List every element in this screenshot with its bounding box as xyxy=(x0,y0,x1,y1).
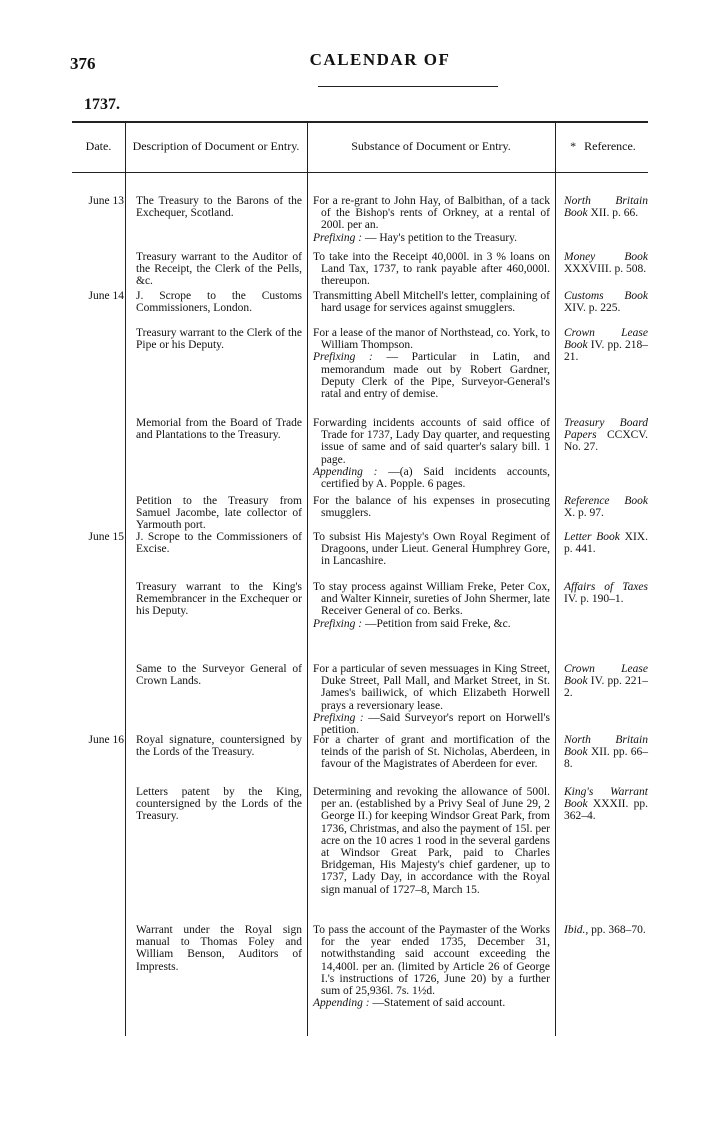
substance-text: For a particular of seven messuages in King Street, Duke Street, Pall Mall, and Market Street, in St. James's bailiwick, of which Elizabeth Horwell prays a reversionary lease. xyxy=(313,663,550,712)
reference-location: XXXII. pp. 362–4. xyxy=(564,798,648,823)
note-label: Prefixing : xyxy=(313,711,364,724)
entry-reference xyxy=(564,531,648,555)
entry-description: Same to the Surveyor General of Crown Lands. xyxy=(136,663,302,688)
entry-description: Letters patent by the King, countersigned by the Lords of the Treasury. xyxy=(136,786,302,823)
reference-book: Ibid., xyxy=(564,924,589,936)
substance-text: Determining and revoking the allowance of 500l. per an. (established by a Privy Seal of June 29, 2 George II.) for keeping Windsor Great Park, from 1736, Christmas, and also the payment of 15l. per acre on the 10 acres 1 rood in the several gardens at Windsor Great Park, paid to Charles Bridgeman, His Majesty's chief gardener, up to 1737, Lady Day, in accordance with the Royal sign manual of 1727–8, March 15. xyxy=(313,786,551,896)
entry-description: Treasury warrant to the Auditor of the Receipt, the Clerk of the Pells, &c. xyxy=(136,251,302,288)
reference-location: XIX. p. 441. xyxy=(564,531,648,556)
substance-text: For a charter of grant and mortification of the teinds of the parish of St. Nicholas, Aberdeen, in favour of the Magistrates of Aberdeen for ever. xyxy=(313,734,550,771)
reference-book: King's Warrant Book xyxy=(564,786,648,811)
note-label: Prefixing : xyxy=(313,231,363,244)
substance-text: Forwarding incidents accounts of said office of Trade for 1737, Lady Day quarter, and requesting issue of same and of said quarter's salary bill. 1 page. xyxy=(313,417,550,466)
column-divider xyxy=(555,121,556,1036)
entry-date: June 15 xyxy=(88,531,124,543)
substance-note xyxy=(313,997,550,1009)
substance-text: For a re-grant to John Hay, of Balbithan, of a tack of the Bishop's rents of Orkney, at a rental of 200l. per an. xyxy=(313,195,550,232)
entry-description: Royal signature, countersigned by the Lords of the Treasury. xyxy=(136,734,302,759)
reference-location: XII. pp. 66–8. xyxy=(564,746,648,771)
note-label: Prefixing : xyxy=(313,351,373,364)
reference-book: Affairs of Taxes xyxy=(564,581,648,593)
reference-book: Crown Lease Book xyxy=(564,327,648,352)
entry-reference xyxy=(564,734,648,771)
calendar-table xyxy=(72,121,648,1036)
entry-description: J. Scrope to the Commissioners of Excise. xyxy=(136,531,302,556)
entry-reference xyxy=(564,417,648,454)
reference-location: CCXCV. No. 27. xyxy=(564,429,648,454)
note-label: Prefixing : xyxy=(313,617,363,630)
note-text: —Petition from said Freke, &c. xyxy=(364,617,511,630)
entry-description: Memorial from the Board of Trade and Plantations to the Treasury. xyxy=(136,417,302,442)
column-header-substance: Substance of Document or Entry. xyxy=(351,139,511,153)
substance-text: To take into the Receipt 40,000l. in 3 % loans on Land Tax, 1737, to rank payable after 460,000l. thereupon. xyxy=(313,251,550,288)
reference-location: XXXVIII. p. 508. xyxy=(564,263,647,276)
substance-note xyxy=(313,232,550,244)
entry-substance xyxy=(313,495,550,519)
entry-description: Petition to the Treasury from Samuel Jacombe, late collector of Yarmouth port. xyxy=(136,495,302,532)
entry-description: Treasury warrant to the King's Remembrancer in the Exchequer or his Deputy. xyxy=(136,581,302,618)
running-title: CALENDAR OF xyxy=(309,50,451,69)
substance-text: To stay process against William Freke, Peter Cox, and Walter Kinneir, sureties of John Shermer, late Receiver General of co. Berks. xyxy=(313,581,550,618)
reference-book: Letter Book xyxy=(564,531,620,543)
entry-substance xyxy=(313,327,550,400)
substance-text: For a lease of the manor of Northstead, co. York, to William Thompson. xyxy=(313,327,550,352)
note-text: —(a) Said incidents accounts, certified by A. Popple. 6 pages. xyxy=(321,465,551,491)
entry-substance xyxy=(313,663,550,736)
reference-book: Reference Book xyxy=(564,495,648,507)
reference-location: pp. 368–70. xyxy=(591,924,646,936)
column-divider xyxy=(307,121,308,1036)
column-header-description: Description of Document or Entry. xyxy=(132,139,300,153)
reference-location: IV. pp. 218–21. xyxy=(564,339,649,364)
reference-book: North Britain Book xyxy=(564,195,648,220)
note-text: —Said Surveyor's report on Horwell's petition. xyxy=(321,711,551,737)
entry-substance xyxy=(313,924,550,1009)
note-label: Appending : xyxy=(313,997,370,1010)
page-number: 376 xyxy=(70,54,96,73)
note-label: Appending : xyxy=(313,465,378,478)
entry-substance xyxy=(313,290,550,314)
entry-description: Warrant under the Royal sign manual to Thomas Foley and William Benson, Auditors of Imprests. xyxy=(136,924,302,973)
entry-description: J. Scrope to the Customs Commissioners, London. xyxy=(136,290,302,315)
entry-description: The Treasury to the Barons of the Exchequer, Scotland. xyxy=(136,195,302,220)
entry-reference xyxy=(564,327,648,364)
reference-location: XIV. p. 225. xyxy=(564,302,621,315)
entry-reference xyxy=(564,924,648,936)
entry-substance xyxy=(313,531,550,568)
note-text: — Particular in Latin, and memorandum made out by Robert Gardner, Deputy Clerk of the Pipe, Surveyor-General's ratal and entry of demise. xyxy=(321,351,551,401)
entry-substance xyxy=(313,417,550,490)
entry-substance xyxy=(313,786,550,896)
substance-text: For the balance of his expenses in prosecuting smugglers. xyxy=(313,495,550,520)
substance-note xyxy=(313,618,550,630)
reference-location: X. p. 97. xyxy=(564,507,604,520)
entry-reference xyxy=(564,495,648,519)
reference-location: IV. p. 190–1. xyxy=(564,593,624,606)
column-divider xyxy=(125,121,126,1036)
substance-note xyxy=(313,712,550,736)
reference-book: Treasury Board Papers xyxy=(564,417,648,442)
substance-note xyxy=(313,466,550,490)
reference-label: Reference. xyxy=(584,139,636,153)
note-text: —Statement of said account. xyxy=(372,997,506,1010)
reference-mark: * xyxy=(570,139,577,153)
entry-reference xyxy=(564,786,648,823)
entry-reference xyxy=(564,251,648,275)
entry-substance xyxy=(313,251,550,288)
column-header-reference xyxy=(558,121,648,172)
reference-book: Crown Lease Book xyxy=(564,663,648,688)
entry-substance xyxy=(313,734,550,771)
note-text: — Hay's petition to the Treasury. xyxy=(364,231,518,244)
entry-reference xyxy=(564,581,648,605)
substance-text: Transmitting Abell Mitchell's letter, complaining of hard usage for services against smugglers. xyxy=(313,290,550,315)
entry-description: Treasury warrant to the Clerk of the Pipe or his Deputy. xyxy=(136,327,302,352)
title-rule xyxy=(318,86,498,87)
substance-text: To pass the account of the Paymaster of the Works for the year ended 1735, December 31, notwithstanding said account exceeding the 14,400l. per an. (limited by Article 26 of George I.'s instructions of 1726, June 20) by a further sum of 25,936l. 7s. 1½d. xyxy=(313,924,550,998)
substance-note xyxy=(313,351,550,400)
entry-substance xyxy=(313,581,550,630)
column-header-date: Date. xyxy=(85,139,112,153)
reference-location: XII. p. 66. xyxy=(590,207,639,220)
entry-date: June 16 xyxy=(88,734,124,746)
entry-date: June 14 xyxy=(88,290,124,302)
entry-reference xyxy=(564,195,648,219)
year-heading: 1737. xyxy=(84,96,120,113)
reference-book: Customs Book xyxy=(564,290,648,302)
table-header-rule xyxy=(72,172,648,173)
reference-book: Money Book xyxy=(564,251,648,263)
entry-reference xyxy=(564,290,648,314)
entry-substance xyxy=(313,195,550,244)
reference-location: IV. pp. 221–2. xyxy=(564,675,649,700)
entry-date: June 13 xyxy=(88,195,124,207)
reference-book: North Britain Book xyxy=(564,734,648,759)
substance-text: To subsist His Majesty's Own Royal Regiment of Dragoons, under Lieut. General Humphrey Gore, in Lancashire. xyxy=(313,531,550,568)
entry-reference xyxy=(564,663,648,700)
